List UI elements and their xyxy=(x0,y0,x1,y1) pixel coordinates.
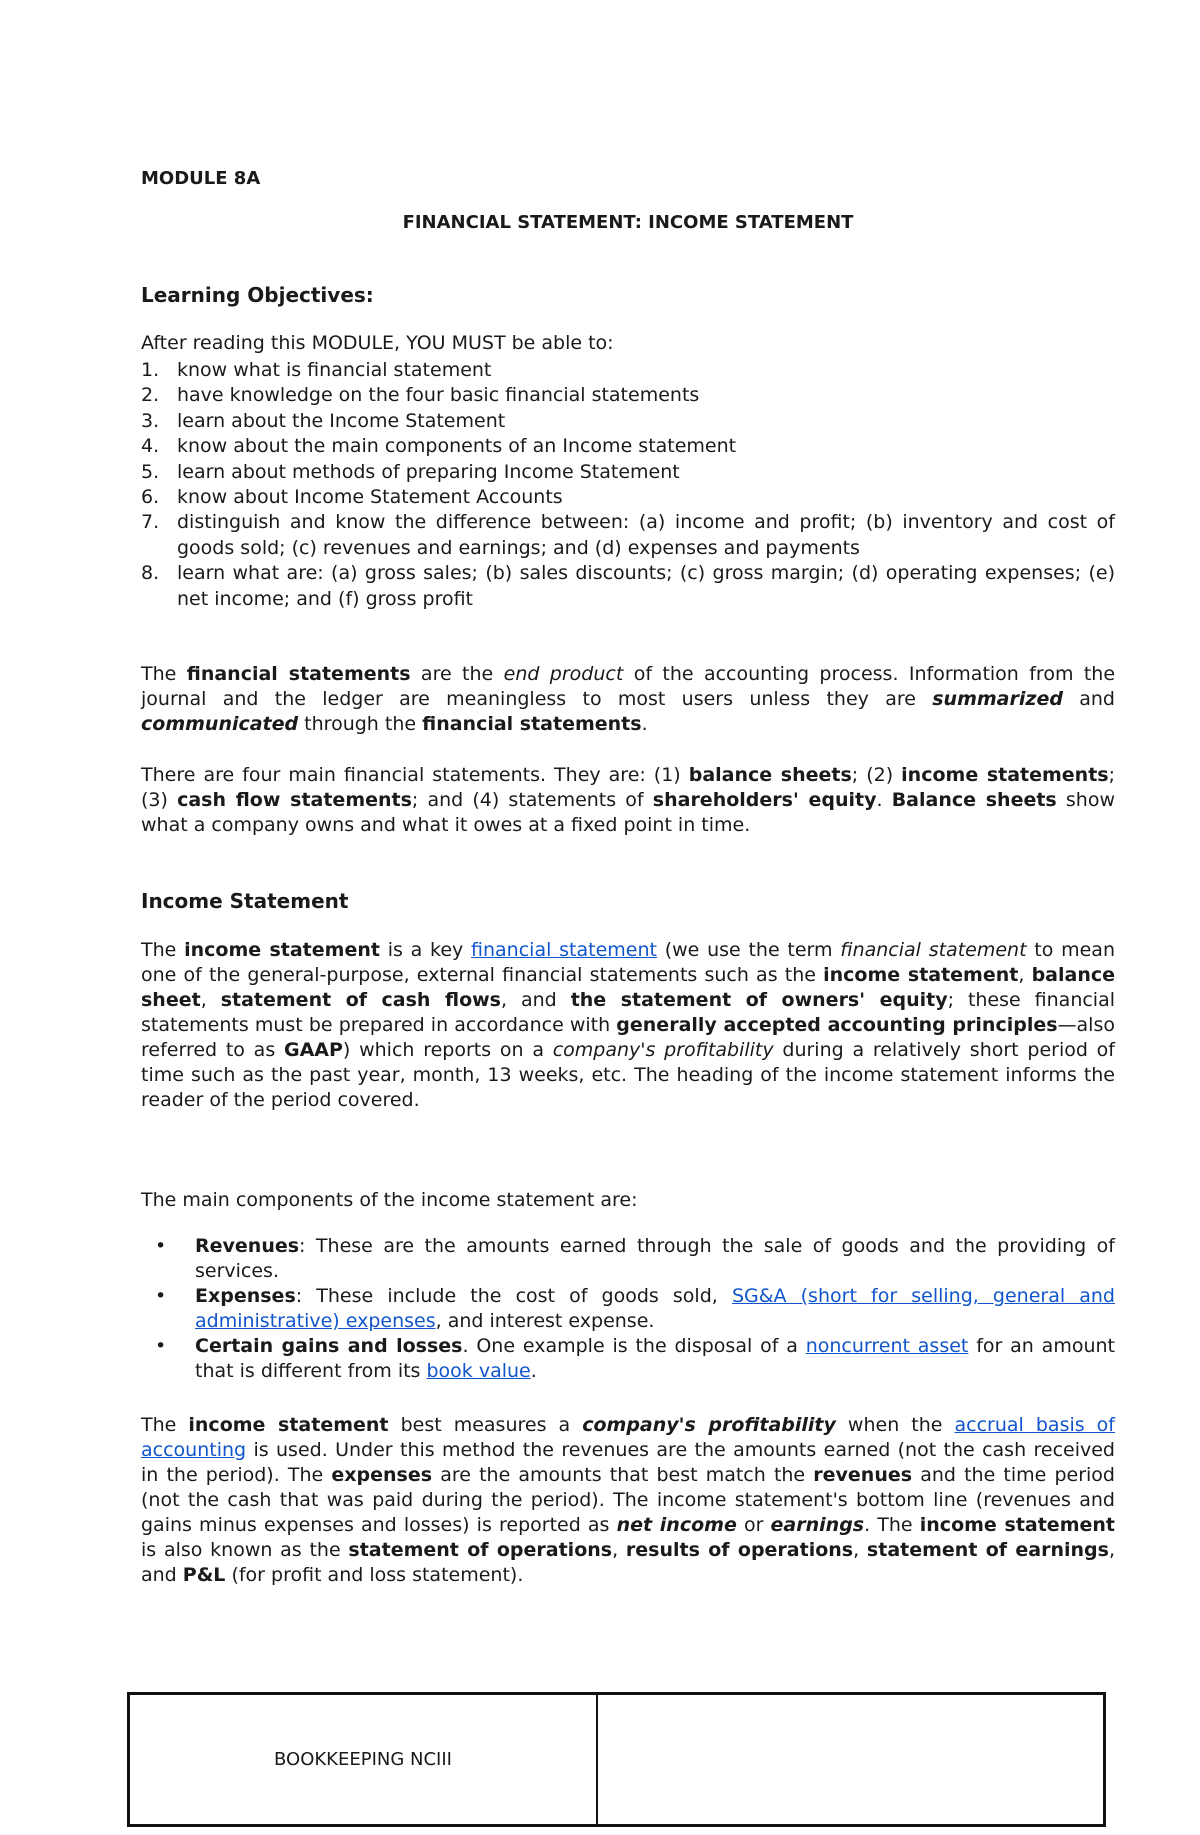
profitability-paragraph: The income statement best measures a company's profitability when the accrual basis of accounting is used. Under this method the revenues are the amounts earned (not the cash received in the period). The expenses are the amounts that best match the revenues and the time period (not the cash that was paid during the period). The income statement's bottom line (revenues and gains minus expenses and losses) is reported as net income or earnings. The income statement is also known as the statement of operations, results of operations, statement of earnings, and P&L (for profit and loss statement). xyxy=(141,1414,1115,1586)
financial-statements-paragraph: The financial statements are the end product of the accounting process. Information from the journal and the ledger are meaningless to most users unless they are summarized and communicated through the financial statements. xyxy=(141,663,1116,735)
footer-course-label: BOOKKEEPING NCIII xyxy=(130,1695,598,1824)
components-intro: The main components of the income statement are: xyxy=(141,1189,638,1211)
list-item xyxy=(141,485,1115,510)
item-text: learn about the Income Statement xyxy=(177,409,506,432)
bullet-icon: • xyxy=(155,1335,167,1357)
list-item: • Expenses: These include the cost of goods sold, SG&A (short for selling, general and administrative) expenses, and interest expense. xyxy=(155,1285,1115,1332)
noncurrent-asset-link[interactable]: noncurrent asset xyxy=(805,1335,969,1357)
learning-objectives-heading: Learning Objectives: xyxy=(141,283,374,307)
objectives-list xyxy=(141,358,1115,612)
item-number: 2. xyxy=(141,384,160,407)
book-value-link[interactable]: book value xyxy=(426,1360,531,1382)
module-title: FINANCIAL STATEMENT: INCOME STATEMENT xyxy=(402,212,854,233)
item-number: 3. xyxy=(141,409,160,432)
item-text: know about Income Statement Accounts xyxy=(177,486,563,509)
list-item xyxy=(141,383,1115,408)
four-statements-paragraph: There are four main financial statements. They are: (1) balance sheets; (2) income statements; (3) cash flow statements; and (4) statements of shareholders' equity. Balance sheets show what a company owns and what it owes at a fixed point in time. xyxy=(141,764,1116,836)
footer-empty-cell xyxy=(598,1695,1103,1824)
income-statement-heading: Income Statement xyxy=(141,889,349,913)
module-label: MODULE 8A xyxy=(141,168,261,189)
sga-expenses-link[interactable]: SG&A (short for selling, general and administrative) expenses xyxy=(195,1285,1115,1332)
financial-statement-link[interactable]: financial statement xyxy=(471,939,657,961)
list-item xyxy=(141,409,1115,434)
item-number: 7. xyxy=(141,511,160,534)
item-text: learn what are: (a) gross sales; (b) sales discounts; (c) gross margin; (d) operating expenses; (e) net income; and (f) gross profit xyxy=(177,562,1115,610)
item-number: 1. xyxy=(141,359,160,381)
item-number: 4. xyxy=(141,435,160,458)
item-text: know about the main components of an Income statement xyxy=(177,435,737,458)
item-number: 5. xyxy=(141,460,160,483)
item-text: know what is financial statement xyxy=(177,359,492,381)
item-text: distinguish and know the difference between: (a) income and profit; (b) inventory and cost of goods sold; (c) revenues and earnings; and (d) expenses and payments xyxy=(177,511,1115,559)
list-item: • Revenues: These are the amounts earned through the sale of goods and the providing of services. xyxy=(155,1235,1115,1282)
accrual-basis-link[interactable]: accrual basis of accounting xyxy=(141,1414,1115,1461)
footer-table xyxy=(127,1692,1106,1827)
components-list xyxy=(141,1234,1115,1384)
item-number: 8. xyxy=(141,562,160,585)
objectives-intro: After reading this MODULE, YOU MUST be able to: xyxy=(141,332,614,354)
item-number: 6. xyxy=(141,486,160,509)
list-item: • Certain gains and losses. One example is the disposal of a noncurrent asset for an amount that is different from its book value. xyxy=(155,1335,1115,1382)
item-text: have knowledge on the four basic financial statements xyxy=(177,384,700,407)
bullet-icon: • xyxy=(155,1285,167,1307)
list-item xyxy=(141,510,1115,561)
bullet-icon: • xyxy=(155,1235,167,1257)
list-item xyxy=(141,561,1115,612)
income-statement-paragraph: The income statement is a key financial statement (we use the term financial statement to mean one of the general-purpose, external financial statements such as the income statement, balance sheet, statement of cash flows, and the statement of owners' equity; these financial statements must be prepared in accordance with generally accepted accounting principles—also referred to as GAAP) which reports on a company's profitability during a relatively short period of time such as the past year, month, 13 weeks, etc. The heading of the income statement informs the reader of the period covered. xyxy=(141,939,1116,1111)
list-item xyxy=(141,434,1115,459)
list-item xyxy=(141,460,1115,485)
item-text: learn about methods of preparing Income Statement xyxy=(177,460,680,483)
list-item xyxy=(141,358,1115,383)
